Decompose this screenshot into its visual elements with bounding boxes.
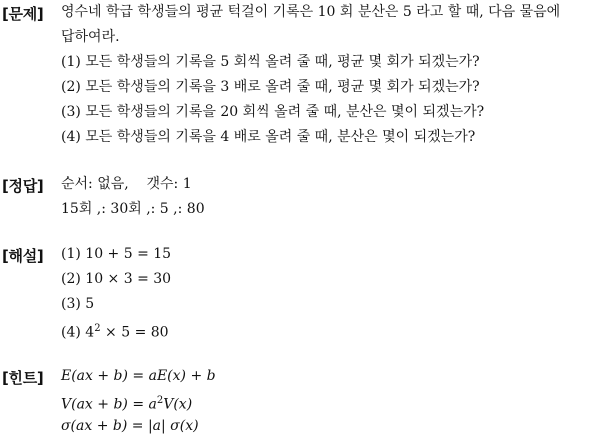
- explanation-4-exponent: 2: [94, 323, 101, 334]
- problem-label: [문제]: [2, 5, 44, 23]
- problem-text-line-1: 영수네 학급 학생들의 평균 턱걸이 기록은 10 회 분산은 5 라고 할 때, 다음 물음에: [61, 4, 561, 20]
- question-1: (1) 모든 학생들의 기록을 5 회씩 올려 줄 때, 평균 몇 회가 되겠는가?: [61, 54, 480, 70]
- explanation-label: [해설]: [2, 247, 44, 265]
- problem-text-line-2: 답하여라.: [61, 29, 120, 45]
- explanation-2: (2) 10 × 3 = 30: [61, 271, 172, 287]
- answer-line-1: 순서: 없음, 갯수: 1: [61, 176, 192, 192]
- hint-formula-2-exponent: 2: [156, 395, 164, 406]
- hint-formula-3: σ(ax + b) = |a| σ(x): [61, 418, 199, 434]
- explanation-4-suffix: × 5 = 80: [100, 324, 169, 341]
- explanation-1: (1) 10 + 5 = 15: [61, 246, 172, 262]
- hint-formula-2: [61, 392, 192, 414]
- question-4: (4) 모든 학생들의 기록을 4 배로 올려 줄 때, 분산은 몇이 되겠는가?: [61, 129, 476, 145]
- hint-formula-2-prefix: V(ax + b) = a: [61, 396, 157, 413]
- question-2: (2) 모든 학생들의 기록을 3 배로 올려 줄 때, 평균 몇 회가 되겠는가?: [61, 79, 480, 95]
- hint-formula-2-suffix: V(x): [163, 396, 193, 413]
- explanation-3: (3) 5: [61, 296, 95, 312]
- explanation-4: [61, 320, 169, 342]
- explanation-4-prefix: (4) 4: [61, 324, 95, 341]
- hint-label: [힌트]: [2, 369, 44, 387]
- hint-formula-1: E(ax + b) = aE(x) + b: [61, 368, 216, 384]
- answer-label: [정답]: [2, 177, 44, 195]
- question-3: (3) 모든 학생들의 기록을 20 회씩 올려 줄 때, 분산은 몇이 되겠는가?: [61, 104, 485, 120]
- answer-line-2: 15회 ,: 30회 ,: 5 ,: 80: [61, 201, 205, 217]
